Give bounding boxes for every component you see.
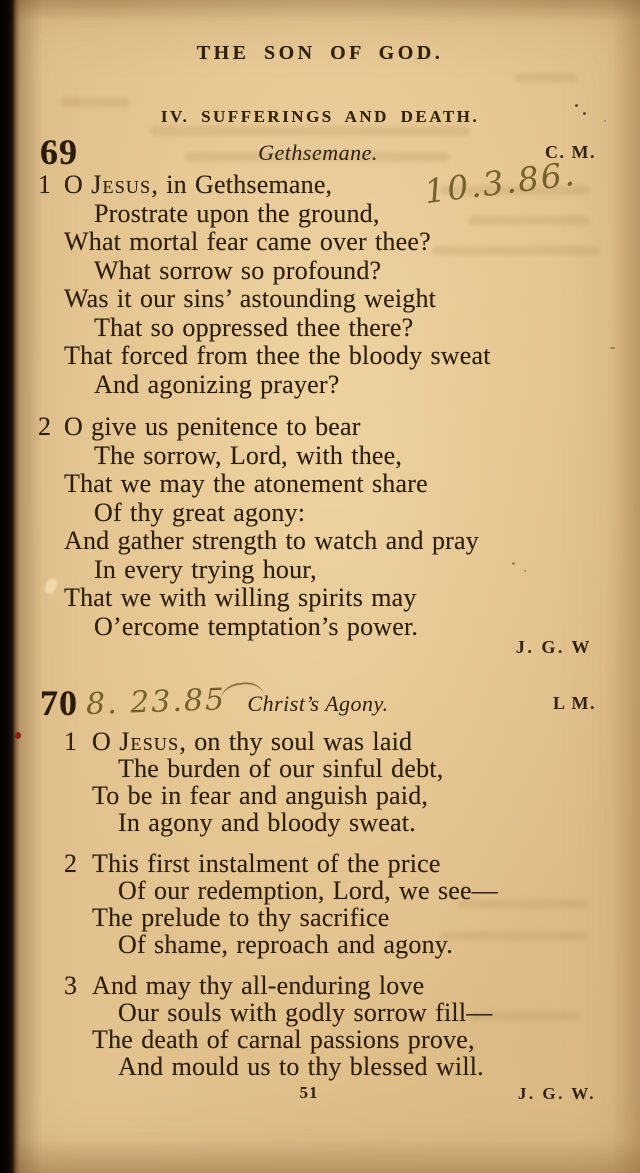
verse-line — [92, 782, 640, 809]
stanza — [0, 972, 640, 1080]
verse-text: Of thy great agony: — [94, 497, 306, 527]
verse-line — [64, 257, 640, 286]
verse-line — [64, 442, 640, 471]
ink-speck — [524, 570, 526, 572]
verse-line — [64, 228, 640, 257]
verse-line — [64, 499, 640, 528]
stanza-number: 2 — [38, 412, 52, 441]
hymn-69 — [0, 132, 640, 658]
verse-text: And may thy all-enduring love — [92, 971, 425, 1000]
stanza-number: 2 — [64, 849, 78, 878]
page-footer — [40, 1083, 596, 1105]
hymn-title: Gethsemane. — [258, 140, 378, 165]
verse-line — [64, 342, 640, 371]
stanza — [0, 850, 640, 958]
stanza — [0, 413, 640, 641]
verse-line — [64, 849, 640, 878]
small-caps-word: Jesus — [91, 170, 152, 199]
verse-line — [64, 470, 640, 499]
verse-text: That so oppressed thee there? — [94, 312, 414, 342]
verse-text: What mortal fear came over thee? — [64, 227, 431, 256]
hymn-meter: L M. — [552, 693, 596, 713]
verse-text: And agonizing prayer? — [94, 369, 340, 399]
ink-speck — [583, 112, 586, 115]
hymn-header — [40, 682, 596, 723]
verse-line — [64, 371, 640, 400]
hymns — [0, 132, 640, 1081]
verse-text: In every trying hour, — [94, 554, 317, 584]
stanza-number: 3 — [64, 971, 78, 1000]
verse-text: O Jesus, in Gethsemane, — [64, 170, 333, 199]
verse-text: The prelude to thy sacrifice — [92, 903, 390, 932]
hymn-meter: C. M. — [545, 142, 596, 162]
verse-text: O give us penitence to bear — [64, 412, 361, 441]
verse-line — [64, 527, 640, 556]
verse-text: The death of carnal passions prove, — [92, 1025, 475, 1054]
verse-text: O’ercome temptation’s power. — [94, 611, 419, 641]
verse-line — [92, 809, 640, 836]
verse-line — [64, 200, 640, 229]
verse-text: And gather strength to watch and pray — [64, 526, 479, 555]
red-ink-dot — [15, 732, 21, 739]
hymn-number: 69 — [40, 132, 78, 172]
verse-line — [64, 971, 640, 1000]
verse-text: That we with willing spirits may — [64, 583, 417, 612]
small-caps-word: Jesus — [119, 727, 180, 756]
stanza — [0, 171, 640, 399]
verse-text: The sorrow, Lord, with thee, — [94, 440, 403, 470]
stanza-number: 1 — [38, 170, 52, 199]
verse-text: The burden of our sinful debt, — [118, 754, 444, 783]
hymn-attribution: J. G. W — [515, 637, 592, 657]
verse-line — [38, 412, 640, 442]
verse-line — [92, 1053, 640, 1080]
stanza-number: 1 — [64, 727, 78, 756]
verse-text: Our souls with godly sorrow fill— — [118, 998, 493, 1027]
verse-line — [64, 556, 640, 585]
verse-line — [92, 904, 640, 931]
verse-text: This first instalment of the price — [92, 849, 441, 878]
verse-line — [92, 1026, 640, 1053]
hymn-attribution: J. G. W. — [517, 1084, 596, 1103]
ink-speck — [575, 104, 578, 107]
verse-text: Of shame, reproach and agony. — [118, 930, 453, 959]
ink-speck — [610, 347, 615, 349]
verse-line — [64, 727, 640, 756]
ink-speck — [512, 562, 515, 565]
stanza — [0, 728, 640, 836]
verse-line — [92, 999, 640, 1026]
ink-speck — [604, 120, 606, 122]
verse-text: In agony and bloody sweat. — [118, 808, 416, 837]
verse-line — [92, 931, 640, 958]
verse-text: Of our redemption, Lord, we see— — [118, 876, 498, 905]
verse-line — [64, 613, 640, 642]
verse-text: That forced from thee the bloody sweat — [64, 341, 491, 370]
book-gutter-shadow — [0, 0, 20, 1173]
verse-line — [64, 584, 640, 613]
verse-text: Was it our sins’ astounding weight — [64, 284, 437, 313]
hymn-70 — [0, 682, 640, 1081]
verse-text: And mould us to thy blessed will. — [118, 1052, 484, 1081]
verse-text: What sorrow so profound? — [94, 255, 382, 285]
handwritten-annotation: 8. 23.85 — [85, 681, 264, 722]
hymn-title: Christ’s Agony. — [247, 691, 389, 716]
running-head: THE SON OF GOD. — [196, 42, 444, 64]
section-heading: IV. SUFFERINGS AND DEATH. — [160, 107, 480, 126]
verse-line — [92, 877, 640, 904]
page-number: 51 — [299, 1083, 319, 1102]
verse-line — [64, 314, 640, 343]
hymn-number: 70 — [40, 683, 78, 723]
verse-text: O Jesus, on thy soul was laid — [92, 727, 413, 756]
verse-text: Prostrate upon the ground, — [94, 198, 380, 228]
verse-text: To be in fear and anguish paid, — [92, 781, 429, 810]
verse-line — [92, 755, 640, 782]
verse-line — [64, 285, 640, 314]
handwritten-annotation: 10.3.86. — [421, 153, 578, 212]
verse-text: That we may the atonement share — [64, 469, 428, 498]
